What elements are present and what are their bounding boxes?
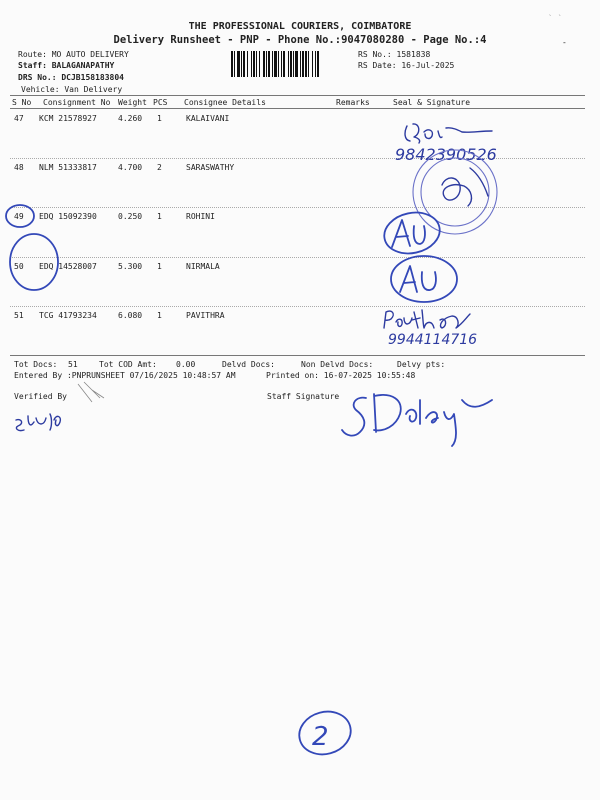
printed-on: Printed on: 16-07-2025 10:55:48 bbox=[266, 371, 416, 380]
drs-label: DRS No.: bbox=[18, 73, 57, 82]
barcode-bar bbox=[278, 51, 279, 77]
tot-docs-label: Tot Docs: bbox=[14, 360, 58, 369]
rs-date-value: 16-Jul-2025 bbox=[401, 61, 455, 70]
barcode-bar bbox=[312, 51, 313, 77]
barcode-bar bbox=[308, 51, 309, 77]
row-consignment: TCG 41793234 bbox=[39, 311, 97, 320]
row-pcs: 2 bbox=[157, 163, 162, 172]
vehicle-value: Van Delivery bbox=[64, 85, 123, 94]
barcode-bar bbox=[231, 51, 233, 77]
barcode-bar bbox=[263, 51, 265, 77]
row-pcs: 1 bbox=[157, 262, 162, 271]
verified-by-label: Verified By bbox=[14, 392, 67, 401]
non-delvd-docs-label: Non Delvd Docs: bbox=[301, 360, 374, 369]
row-sno: 50 bbox=[14, 262, 24, 271]
stray-mark: ` ` bbox=[548, 14, 563, 23]
row-pcs: 1 bbox=[157, 311, 162, 320]
rs-date-label: RS Date: bbox=[358, 61, 397, 70]
staff-label: Staff: bbox=[18, 61, 47, 70]
row-weight: 4.700 bbox=[118, 163, 143, 172]
row-weight: 6.080 bbox=[118, 311, 143, 320]
tot-cod-label: Tot COD Amt: bbox=[99, 360, 157, 369]
barcode-bar bbox=[283, 51, 285, 77]
row-divider bbox=[10, 158, 585, 159]
row-consignee: ROHINI bbox=[186, 212, 215, 221]
delivery-seal-stamp bbox=[413, 150, 497, 234]
row-consignee: NIRMALA bbox=[186, 262, 220, 271]
route-value: MO AUTO DELIVERY bbox=[51, 50, 129, 59]
delvd-docs-label: Delvd Docs: bbox=[222, 360, 275, 369]
barcode-bar bbox=[256, 51, 257, 77]
row-weight: 5.300 bbox=[118, 262, 143, 271]
staff-line bbox=[18, 61, 114, 71]
row-divider bbox=[10, 207, 585, 208]
barcode-bar bbox=[237, 51, 240, 77]
drs-line bbox=[18, 73, 124, 83]
barcode-bar bbox=[274, 51, 277, 77]
row-pcs: 1 bbox=[157, 212, 162, 221]
row-consignment: NLM 51333817 bbox=[39, 163, 97, 172]
col-remarks: Remarks bbox=[336, 98, 370, 107]
col-pcs: PCS bbox=[153, 98, 168, 107]
row-sno: 48 bbox=[14, 163, 24, 172]
circled-page-number bbox=[294, 706, 355, 760]
barcode-bar bbox=[247, 51, 248, 77]
company-title: THE PROFESSIONAL COURIERS, COIMBATORE bbox=[188, 21, 412, 32]
barcode-bar bbox=[290, 51, 292, 77]
row-sno: 49 bbox=[14, 212, 24, 221]
row47-phone: 9842390526 bbox=[395, 145, 497, 164]
table-bottom-divider bbox=[10, 355, 585, 356]
row51-signature bbox=[384, 310, 477, 348]
staff-signature-label: Staff Signature bbox=[267, 392, 340, 401]
page-number-handwritten: 2 bbox=[312, 722, 329, 752]
barcode-bar bbox=[317, 51, 319, 77]
barcode-bar bbox=[315, 51, 316, 77]
row-consignee: KALAIVANI bbox=[186, 114, 230, 123]
barcode-bar bbox=[288, 51, 289, 77]
barcode-bar bbox=[251, 51, 252, 77]
row-pcs: 1 bbox=[157, 114, 162, 123]
barcode-bar bbox=[241, 51, 242, 77]
rs-no-line bbox=[358, 50, 430, 60]
vehicle-line bbox=[21, 85, 122, 95]
row-consignee: PAVITHRA bbox=[186, 311, 225, 320]
runsheet-title: Delivery Runsheet - PNP - Phone No.:9047080280 - Page No.:4 bbox=[113, 34, 487, 46]
tot-docs-value: 51 bbox=[68, 360, 78, 369]
col-seal-signature: Seal & Signature bbox=[393, 98, 471, 107]
col-weight: Weight bbox=[118, 98, 147, 107]
col-consignment: Consignment No bbox=[43, 98, 111, 107]
route-label: Route: bbox=[18, 50, 47, 59]
barcode-bar bbox=[272, 51, 273, 77]
barcode-bar bbox=[234, 51, 235, 77]
barcode-bar bbox=[243, 51, 245, 77]
header-divider bbox=[10, 95, 585, 96]
row-consignee: SARASWATHY bbox=[186, 163, 235, 172]
row-divider bbox=[10, 306, 585, 307]
verified-by-signature bbox=[16, 382, 104, 431]
barcode-bar bbox=[295, 51, 298, 77]
row-weight: 4.260 bbox=[118, 114, 143, 123]
drs-barcode bbox=[231, 51, 353, 77]
barcode-bar bbox=[253, 51, 255, 77]
staff-signature-mark bbox=[342, 394, 492, 446]
vehicle-label: Vehicle: bbox=[21, 85, 60, 94]
barcode-bar bbox=[266, 51, 267, 77]
barcode-bar bbox=[305, 51, 307, 77]
barcode-bar bbox=[293, 51, 294, 77]
row-sno: 47 bbox=[14, 114, 24, 123]
drs-value: DCJB158183804 bbox=[61, 73, 124, 82]
row51-phone: 9944114716 bbox=[388, 332, 478, 348]
staff-value: BALAGANAPATHY bbox=[51, 61, 115, 70]
row-divider bbox=[10, 257, 585, 258]
barcode-bar bbox=[281, 51, 282, 77]
barcode-bar bbox=[300, 51, 301, 77]
route-line bbox=[18, 50, 129, 60]
stray-mark: - bbox=[562, 38, 567, 47]
col-consignee: Consignee Details bbox=[184, 98, 266, 107]
delvy-pts-label: Delvy pts: bbox=[397, 360, 446, 369]
barcode-bar bbox=[302, 51, 304, 77]
row-consignment: KCM 21578927 bbox=[39, 114, 97, 123]
barcode-bar bbox=[268, 51, 270, 77]
row-sno: 51 bbox=[14, 311, 24, 320]
rs-date-line bbox=[358, 61, 454, 71]
tot-cod-value: 0.00 bbox=[176, 360, 196, 369]
row-weight: 0.250 bbox=[118, 212, 143, 221]
row-consignment: EDQ 14528007 bbox=[39, 262, 97, 271]
row-consignment: EDQ 15092390 bbox=[39, 212, 97, 221]
table-header-divider bbox=[10, 108, 585, 109]
col-sno: S No bbox=[12, 98, 32, 107]
rs-no-label: RS No.: bbox=[358, 50, 392, 59]
barcode-bar bbox=[259, 51, 260, 77]
entered-by: Entered By :PNPRUNSHEET 07/16/2025 10:48:57 AM bbox=[14, 371, 236, 380]
rs-no-value: 1581838 bbox=[396, 50, 431, 59]
